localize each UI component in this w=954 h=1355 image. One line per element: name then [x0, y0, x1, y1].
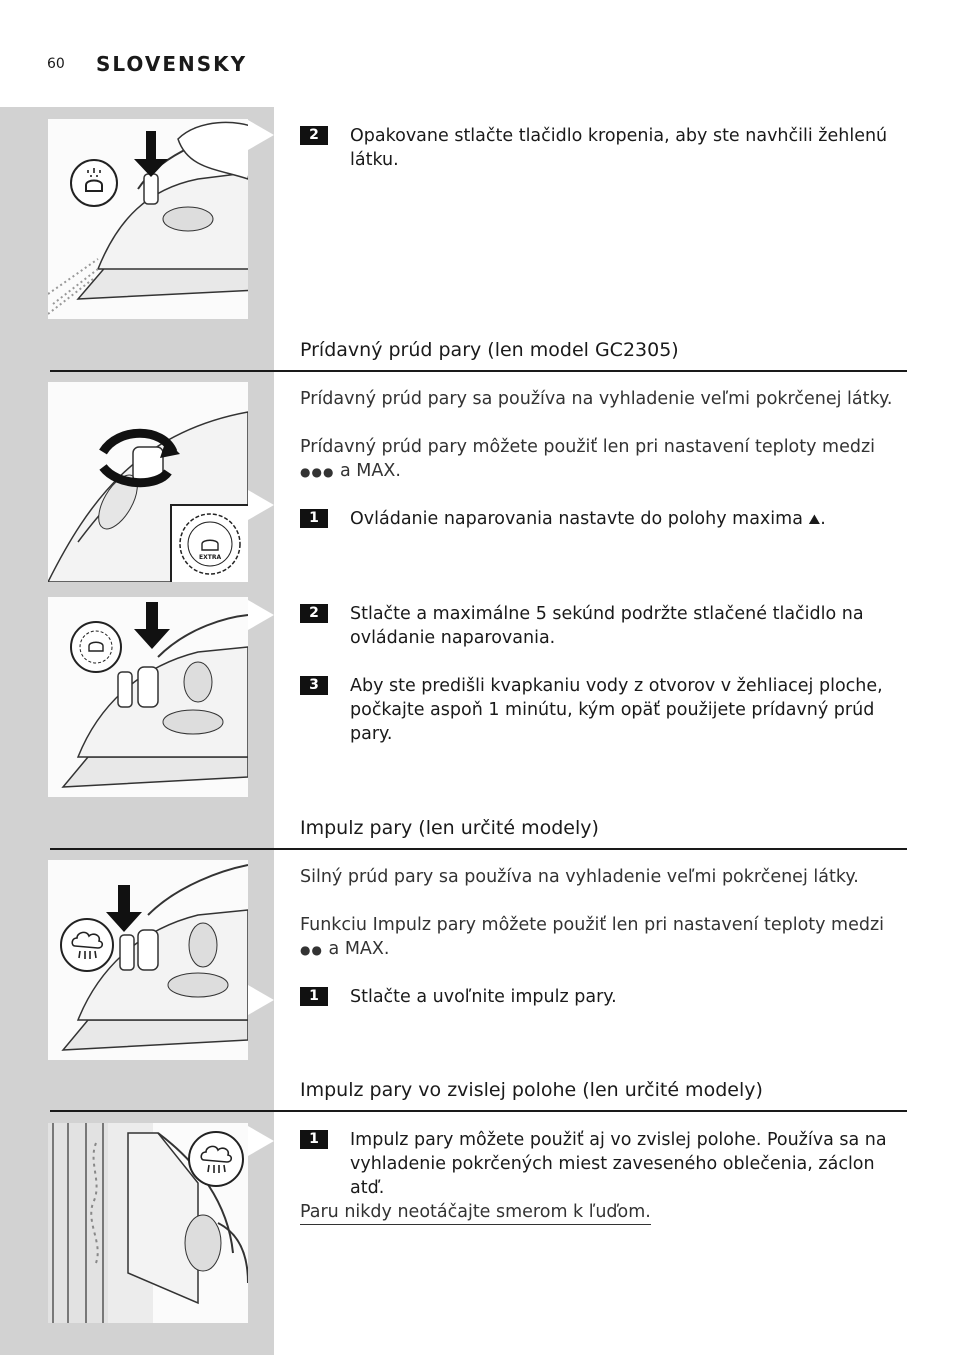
paragraph-text: a MAX.	[340, 461, 401, 481]
step-number: 1	[300, 987, 328, 1006]
step-text: Impulz pary môžete použiť aj vo zvislej polohe. Používa sa na vyhladenie pokrčených miest zaveseného oblečenia, záclon atď.	[350, 1130, 887, 1198]
notch-arrow	[248, 985, 274, 1015]
step-spray	[300, 124, 906, 172]
step-text: Opakovane stlačte tlačidlo kropenia, aby ste navhčili žehlenú látku.	[350, 126, 888, 170]
illustration-spray	[48, 119, 248, 319]
step-1-steam-burst	[300, 985, 906, 1009]
section-divider	[50, 1110, 907, 1112]
section-title-steam-burst: Impulz pary (len určité modely)	[300, 817, 599, 839]
temperature-dots: ●●●	[300, 465, 335, 479]
step-number: 3	[300, 676, 328, 695]
section-title-vertical-steam: Impulz pary vo zvislej polohe (len určité modely)	[300, 1079, 763, 1101]
illustration-steam-burst	[48, 860, 248, 1060]
spray-icon	[70, 159, 118, 207]
paragraph-temperature	[300, 913, 905, 962]
illustration-vertical-steam	[48, 1123, 248, 1323]
step-number: 2	[300, 604, 328, 623]
step-text: Stlačte a maximálne 5 sekúnd podržte stlačené tlačidlo na ovládanie naparovania.	[350, 604, 864, 648]
paragraph: Prídavný prúd pary sa používa na vyhladenie veľmi pokrčenej látky.	[300, 389, 893, 409]
paragraph-text: Funkciu Impulz pary môžete použiť len pri nastavení teploty medzi	[300, 915, 885, 935]
dial-extra-label: EXTRA	[199, 554, 222, 561]
steam-dial-inset	[170, 504, 248, 582]
step-1-extra-steam	[300, 507, 906, 532]
paragraph: Silný prúd pary sa používa na vyhladenie veľmi pokrčenej látky.	[300, 867, 859, 887]
steam-burst-icon	[60, 918, 114, 972]
section-divider	[50, 848, 907, 850]
section-language-heading: SLOVENSKY	[96, 52, 248, 76]
steam-max-symbol-icon: ⛰	[808, 512, 821, 528]
notch-arrow	[248, 1126, 274, 1156]
warning-text: Paru nikdy neotáčajte smerom k ľuďom.	[300, 1200, 651, 1225]
paragraph-text: Prídavný prúd pary môžete použiť len pri nastavení teploty medzi	[300, 437, 876, 457]
step-text: Aby ste predišli kvapkaniu vody z otvorov v žehliacej ploche, počkajte aspoň 1 minútu, kým opäť použijete prídavný prúd pary.	[350, 676, 883, 744]
step-number: 1	[300, 1130, 328, 1149]
notch-arrow	[248, 600, 274, 630]
illustration-steam-dial	[48, 382, 248, 582]
step-text: Stlačte a uvoľnite impulz pary.	[350, 987, 617, 1007]
step-1-vertical-steam	[300, 1128, 906, 1200]
step-3-extra-steam	[300, 674, 906, 746]
step-2-extra-steam	[300, 602, 906, 650]
step-text-main: Ovládanie naparovania nastavte do polohy maxima	[350, 509, 803, 529]
section-divider	[50, 370, 907, 372]
steam-max-icon	[70, 621, 122, 673]
illustration-press-steam	[48, 597, 248, 797]
vertical-steam-icon	[188, 1131, 244, 1187]
step-number: 1	[300, 509, 328, 528]
section-title-extra-steam: Prídavný prúd pary (len model GC2305)	[300, 339, 679, 361]
step-text	[350, 507, 906, 532]
paragraph-text: a MAX.	[328, 939, 390, 959]
page-number: 60	[47, 56, 65, 72]
notch-arrow	[248, 490, 274, 520]
temperature-dots: ●●	[300, 943, 323, 957]
paragraph-temperature	[300, 435, 905, 484]
notch-arrow	[248, 120, 274, 150]
step-text-suffix: .	[820, 509, 826, 529]
step-number: 2	[300, 126, 328, 145]
